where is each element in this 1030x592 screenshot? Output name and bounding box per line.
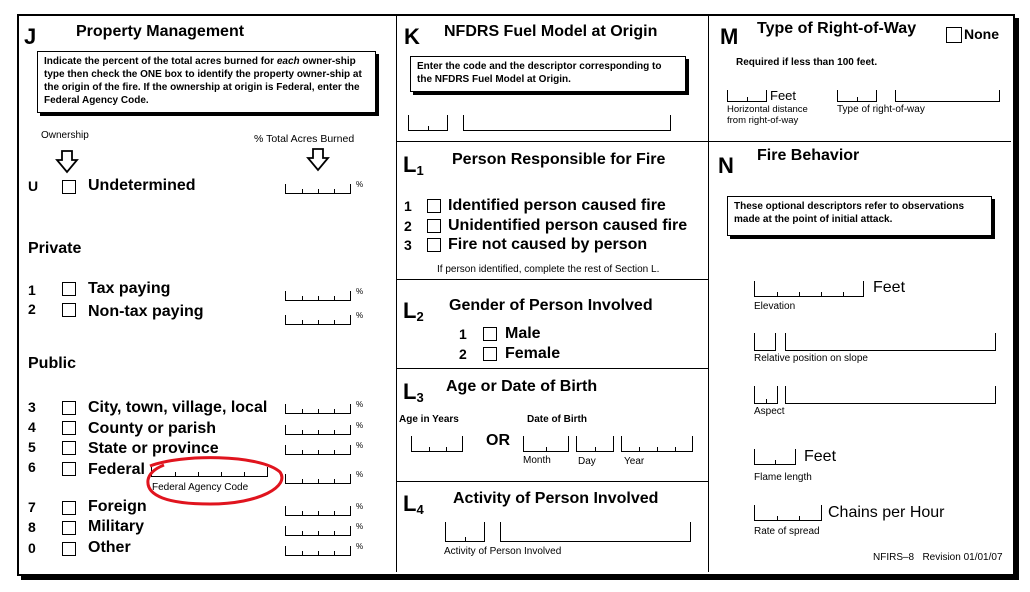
l1-code-2: 2 bbox=[404, 218, 412, 234]
day-label: Day bbox=[578, 456, 596, 467]
pct-sign: % bbox=[356, 287, 364, 296]
flame-label: Flame length bbox=[754, 472, 812, 483]
section-m-title: Type of Right-of-Way bbox=[757, 20, 917, 37]
federal-agency-code-label: Federal Agency Code bbox=[152, 482, 249, 493]
section-l1-title: Person Responsible for Fire bbox=[452, 151, 666, 168]
red-circle-annotation bbox=[140, 452, 288, 508]
public-header: Public bbox=[28, 355, 77, 372]
code-6: 6 bbox=[28, 459, 36, 475]
spread-label: Rate of spread bbox=[754, 526, 820, 537]
slope-label: Relative position on slope bbox=[754, 353, 868, 364]
aspect-code-field[interactable] bbox=[754, 386, 778, 404]
pct-field-county-parish[interactable] bbox=[285, 425, 351, 435]
private-header: Private bbox=[28, 240, 82, 257]
pct-sign: % bbox=[356, 502, 364, 511]
checkbox-undetermined[interactable] bbox=[62, 180, 76, 194]
label-not-caused-by-person: Fire not caused by person bbox=[448, 236, 648, 253]
divider-l1-l2 bbox=[396, 279, 708, 280]
row-feet-unit: Feet bbox=[770, 88, 797, 103]
checkbox-unidentified-person[interactable] bbox=[427, 219, 441, 233]
pct-sign: % bbox=[356, 441, 364, 450]
section-l3-letter: $L_3$ bbox=[403, 379, 424, 405]
section-l2-letter: $L_2$ bbox=[403, 298, 424, 324]
section-l4-letter: $L_4$ bbox=[403, 491, 424, 517]
elevation-label: Elevation bbox=[754, 301, 796, 312]
label-unidentified-person: Unidentified person caused fire bbox=[448, 217, 688, 234]
label-foreign: Foreign bbox=[88, 498, 147, 515]
label-military: Military bbox=[88, 518, 145, 535]
section-k-letter: K bbox=[404, 24, 420, 49]
divider-l2-l3 bbox=[396, 368, 708, 369]
l2-code-1: 1 bbox=[459, 326, 467, 342]
divider-m-n bbox=[708, 141, 1011, 142]
pct-sign: % bbox=[356, 421, 364, 430]
label-county-parish: County or parish bbox=[88, 420, 217, 437]
pct-field-military[interactable] bbox=[285, 526, 351, 536]
label-non-tax-paying: Non-tax paying bbox=[88, 303, 204, 320]
code-1: 1 bbox=[28, 282, 36, 298]
l1-note: If person identified, complete the rest of Section L. bbox=[437, 264, 660, 275]
aspect-label: Aspect bbox=[754, 406, 785, 417]
instruction-text-1: Indicate the percent of the total acres burned for bbox=[44, 56, 277, 67]
pct-field-state-province[interactable] bbox=[285, 445, 351, 455]
fuel-model-descriptor-field[interactable] bbox=[463, 115, 671, 131]
pct-field-undetermined[interactable] bbox=[285, 184, 351, 194]
row-distance-field[interactable] bbox=[727, 90, 767, 102]
code-4: 4 bbox=[28, 419, 36, 435]
section-n-letter: N bbox=[718, 153, 734, 178]
divider-k-l1 bbox=[396, 141, 708, 142]
checkbox-city-town[interactable] bbox=[62, 401, 76, 415]
checkbox-state-province[interactable] bbox=[62, 441, 76, 455]
pct-field-other[interactable] bbox=[285, 546, 351, 556]
l2-code-2: 2 bbox=[459, 346, 467, 362]
spread-unit: Chains per Hour bbox=[828, 504, 945, 521]
code-2: 2 bbox=[28, 301, 36, 317]
section-l3-title: Age or Date of Birth bbox=[446, 378, 598, 395]
section-l2-title: Gender of Person Involved bbox=[449, 297, 653, 314]
date-of-birth-label: Date of Birth bbox=[527, 414, 587, 425]
divider-l3-l4 bbox=[396, 481, 708, 482]
checkbox-county-parish[interactable] bbox=[62, 421, 76, 435]
label-city-town: City, town, village, local bbox=[88, 399, 268, 416]
instruction-text-2: owner-ship type then check the ONE box to identify the property owner-ship at the origin of the fire. If the ownership at origin is Federal, enter the Federal Agency Code. bbox=[44, 56, 362, 106]
label-federal: Federal bbox=[88, 461, 145, 478]
checkbox-identified-person[interactable] bbox=[427, 199, 441, 213]
horizontal-distance-label: Horizontal distance from right-of-way bbox=[727, 104, 808, 126]
pct-sign: % bbox=[356, 180, 364, 189]
l1-code-1: 1 bbox=[404, 198, 412, 214]
section-k-instruction: Enter the code and the descriptor corresponding to the NFDRS Fuel Model at Origin. bbox=[410, 56, 686, 92]
activity-descriptor-field[interactable] bbox=[500, 522, 691, 542]
m-required-note: Required if less than 100 feet. bbox=[736, 57, 878, 68]
instruction-emphasis: each bbox=[276, 56, 300, 67]
code-u: U bbox=[28, 178, 39, 194]
slope-code-field[interactable] bbox=[754, 333, 776, 351]
checkbox-other[interactable] bbox=[62, 542, 76, 556]
code-5: 5 bbox=[28, 439, 36, 455]
checkbox-foreign[interactable] bbox=[62, 501, 76, 515]
age-in-years-label: Age in Years bbox=[399, 414, 459, 425]
down-arrow-icon bbox=[55, 150, 79, 174]
ownership-label: Ownership bbox=[41, 130, 89, 141]
checkbox-military[interactable] bbox=[62, 521, 76, 535]
rate-of-spread-field[interactable] bbox=[754, 505, 822, 521]
row-type-code-field[interactable] bbox=[837, 90, 877, 102]
section-j-letter: J bbox=[24, 24, 37, 49]
pct-sign: % bbox=[356, 470, 364, 479]
code-8: 8 bbox=[28, 519, 36, 535]
section-j-title: Property Management bbox=[76, 23, 245, 40]
l1-code-3: 3 bbox=[404, 237, 412, 253]
row-type-descriptor-field[interactable] bbox=[895, 90, 1000, 102]
label-undetermined: Undetermined bbox=[88, 177, 196, 194]
elevation-unit: Feet bbox=[873, 279, 906, 296]
label-tax-paying: Tax paying bbox=[88, 280, 171, 297]
checkbox-none[interactable] bbox=[946, 27, 962, 43]
code-7: 7 bbox=[28, 499, 36, 515]
code-0: 0 bbox=[28, 540, 36, 556]
age-field[interactable] bbox=[411, 436, 463, 452]
section-n-instruction: These optional descriptors refer to observations made at the point of initial attack. bbox=[727, 196, 992, 236]
dob-year-field[interactable] bbox=[621, 436, 693, 452]
pct-sign: % bbox=[356, 311, 364, 320]
activity-label: Activity of Person Involved bbox=[444, 546, 562, 557]
dob-month-field[interactable] bbox=[523, 436, 569, 452]
slope-descriptor-field[interactable] bbox=[785, 333, 996, 351]
label-identified-person: Identified person caused fire bbox=[448, 197, 666, 214]
checkbox-male[interactable] bbox=[483, 327, 497, 341]
pct-field-federal[interactable] bbox=[285, 474, 351, 484]
code-3: 3 bbox=[28, 399, 36, 415]
label-other: Other bbox=[88, 539, 131, 556]
checkbox-not-caused-by-person[interactable] bbox=[427, 238, 441, 252]
section-n-title: Fire Behavior bbox=[757, 147, 860, 164]
year-label: Year bbox=[624, 456, 645, 467]
pct-field-foreign[interactable] bbox=[285, 506, 351, 516]
pct-field-city-town[interactable] bbox=[285, 404, 351, 414]
fuel-model-code-field[interactable] bbox=[408, 115, 448, 131]
divider-j-k bbox=[396, 14, 397, 572]
row-type-label: Type of right-of-way bbox=[837, 104, 925, 115]
section-l4-title: Activity of Person Involved bbox=[453, 490, 659, 507]
section-m-letter: M bbox=[720, 24, 739, 49]
label-male: Male bbox=[505, 325, 541, 342]
aspect-descriptor-field[interactable] bbox=[785, 386, 996, 404]
section-j-instruction bbox=[37, 51, 376, 113]
checkbox-non-tax-paying[interactable] bbox=[62, 303, 76, 317]
divider-k-m bbox=[708, 14, 709, 572]
pct-sign: % bbox=[356, 522, 364, 531]
flame-length-field[interactable] bbox=[754, 449, 796, 465]
pct-sign: % bbox=[356, 400, 364, 409]
pct-field-non-tax-paying[interactable] bbox=[285, 315, 351, 325]
month-label: Month bbox=[523, 455, 551, 466]
percent-acres-label: % Total Acres Burned bbox=[254, 133, 355, 145]
label-state-province: State or province bbox=[88, 440, 219, 457]
or-label: OR bbox=[486, 432, 510, 449]
elevation-field[interactable] bbox=[754, 281, 864, 297]
flame-unit: Feet bbox=[804, 448, 837, 465]
pct-sign: % bbox=[356, 542, 364, 551]
section-k-title: NFDRS Fuel Model at Origin bbox=[444, 23, 658, 40]
label-none: None bbox=[964, 26, 999, 42]
checkbox-federal[interactable] bbox=[62, 462, 76, 476]
activity-code-field[interactable] bbox=[445, 522, 485, 542]
section-l1-letter: $L_1$ bbox=[403, 152, 424, 178]
checkbox-tax-paying[interactable] bbox=[62, 282, 76, 296]
form-revision: NFIRS–8 Revision 01/01/07 bbox=[873, 552, 1003, 563]
label-female: Female bbox=[505, 345, 561, 362]
dob-day-field[interactable] bbox=[576, 436, 614, 452]
checkbox-female[interactable] bbox=[483, 347, 497, 361]
pct-field-tax-paying[interactable] bbox=[285, 291, 351, 301]
down-arrow-icon bbox=[306, 148, 330, 172]
